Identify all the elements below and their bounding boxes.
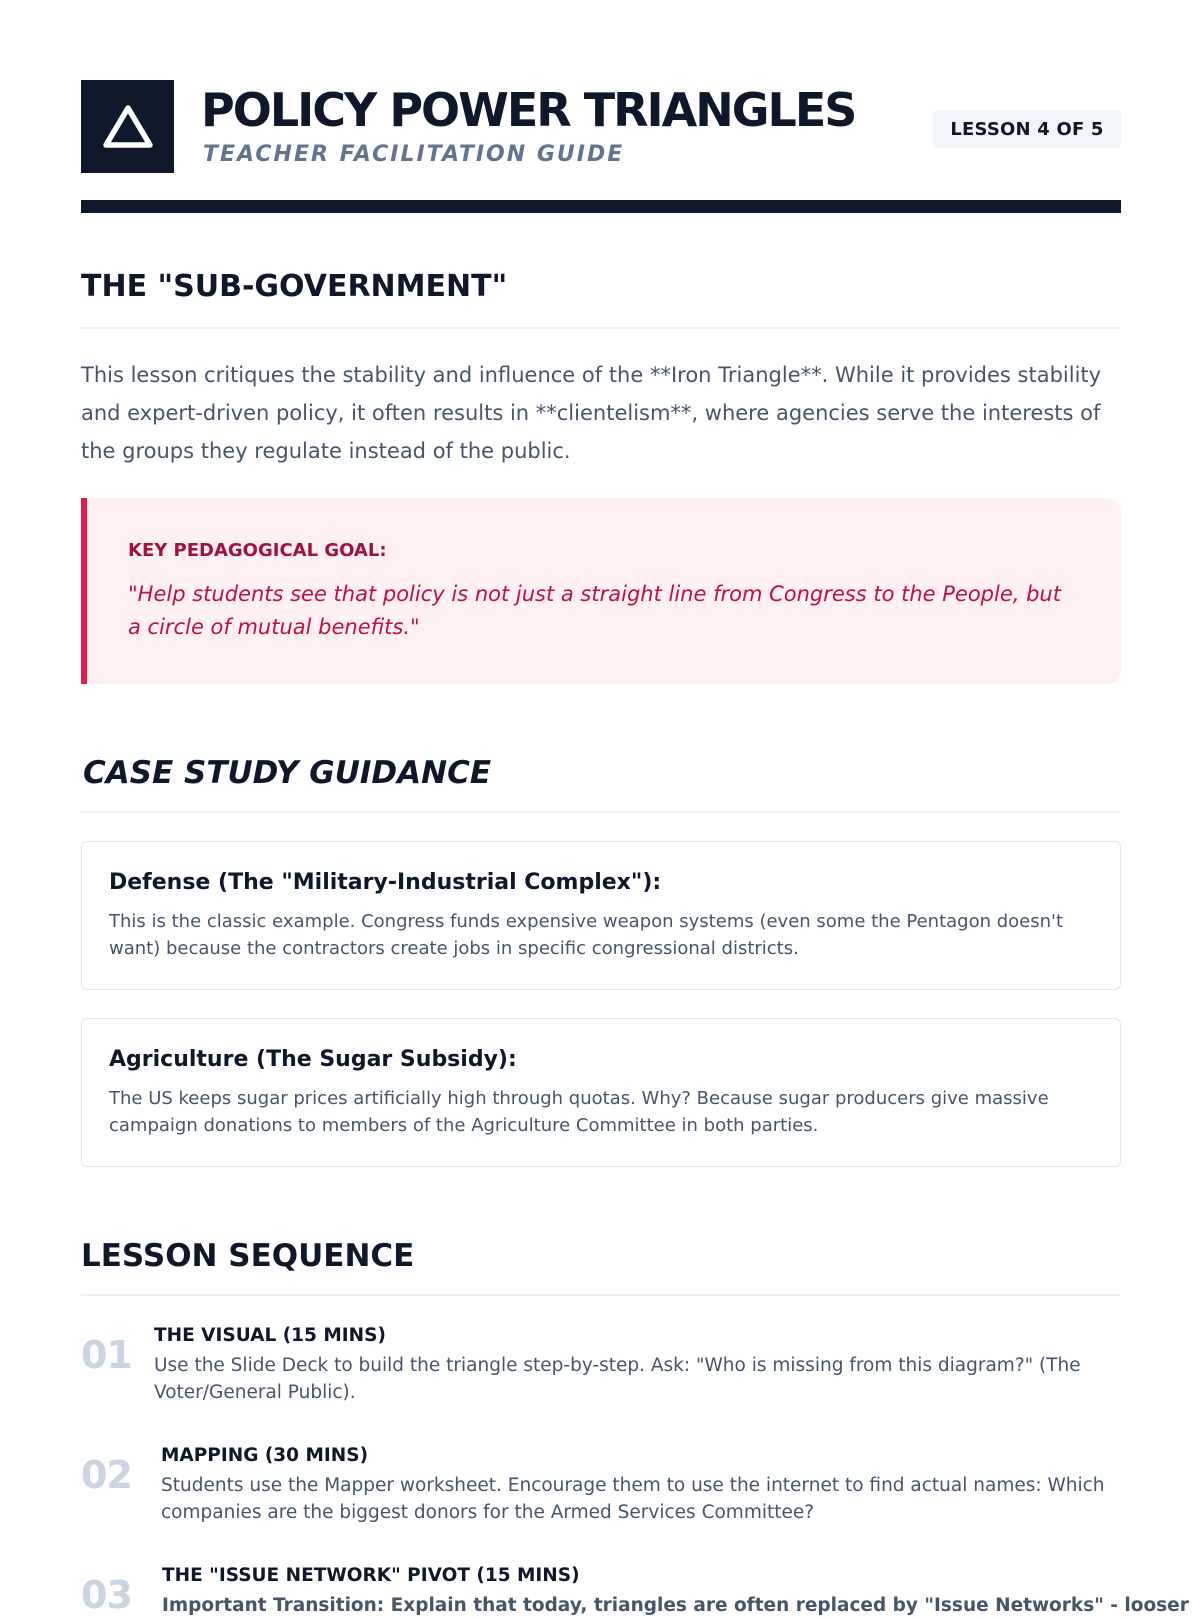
triangle-outline-icon (100, 102, 156, 152)
intro-paragraph: This lesson critiques the stability and influence of the **Iron Triangle**. While it provides stability and expert-driven policy, it often results in **clientelism**, where agencies serve the interests of the groups they regulate instead of the public. (81, 363, 1102, 463)
section-title-case-study: CASE STUDY GUIDANCE (83, 755, 491, 791)
step-body: Use the Slide Deck to build the triangle step-by-step. Ask: "Who is missing from this diagram?" (The Voter/General Public). (154, 1355, 1081, 1403)
step-title: THE VISUAL (15 MINS) (154, 1325, 386, 1346)
step-body: Students use the Mapper worksheet. Encourage them to use the internet to find actual names: Which companies are the biggest donors for the Armed Services Committee? (161, 1475, 1105, 1523)
case-card-agriculture (81, 1018, 1121, 1167)
step-number: 02 (81, 1453, 132, 1497)
lesson-badge: LESSON 4 OF 5 (933, 110, 1121, 148)
step-title: MAPPING (30 MINS) (161, 1445, 369, 1466)
page-title: POLICY POWER TRIANGLES (201, 83, 856, 137)
callout-quote: "Help students see that policy is not just a straight line from Congress to the People, but a circle of mutual benefits." (128, 582, 1061, 639)
case-card-body: The US keeps sugar prices artificially high through quotas. Why? Because sugar producers give massive campaign donations to members of the Agriculture Committee in both parties. (109, 1088, 1049, 1136)
section-divider (81, 327, 1121, 329)
page-header (81, 80, 1121, 214)
key-goal-callout (81, 498, 1121, 684)
page-subtitle: TEACHER FACILITATION GUIDE (203, 142, 625, 167)
header-divider (81, 200, 1121, 213)
section-divider (81, 1294, 1121, 1296)
case-card-defense (81, 841, 1121, 990)
logo (81, 80, 174, 173)
step-number: 01 (81, 1333, 132, 1377)
step-number: 03 (81, 1573, 132, 1617)
case-card-title: Defense (The "Military-Industrial Complex"): (109, 870, 662, 895)
guide-page (81, 80, 1189, 1617)
section-title-subgovernment: THE "SUB-GOVERNMENT" (81, 269, 508, 304)
section-title-lesson-sequence: LESSON SEQUENCE (81, 1238, 415, 1274)
step-body: Important Transition: Explain that today, triangles are often replaced by "Issue Networks" - looser (162, 1595, 1189, 1616)
section-subgovernment (81, 267, 1121, 307)
section-divider (81, 811, 1121, 813)
case-card-body: This is the classic example. Congress funds expensive weapon systems (even some the Pentagon doesn't want) because the contractors create jobs in specific congressional districts. (109, 911, 1064, 959)
callout-label: KEY PEDAGOGICAL GOAL: (128, 540, 387, 561)
case-card-title: Agriculture (The Sugar Subsidy): (109, 1047, 517, 1072)
step-title: THE "ISSUE NETWORK" PIVOT (15 MINS) (162, 1565, 580, 1586)
